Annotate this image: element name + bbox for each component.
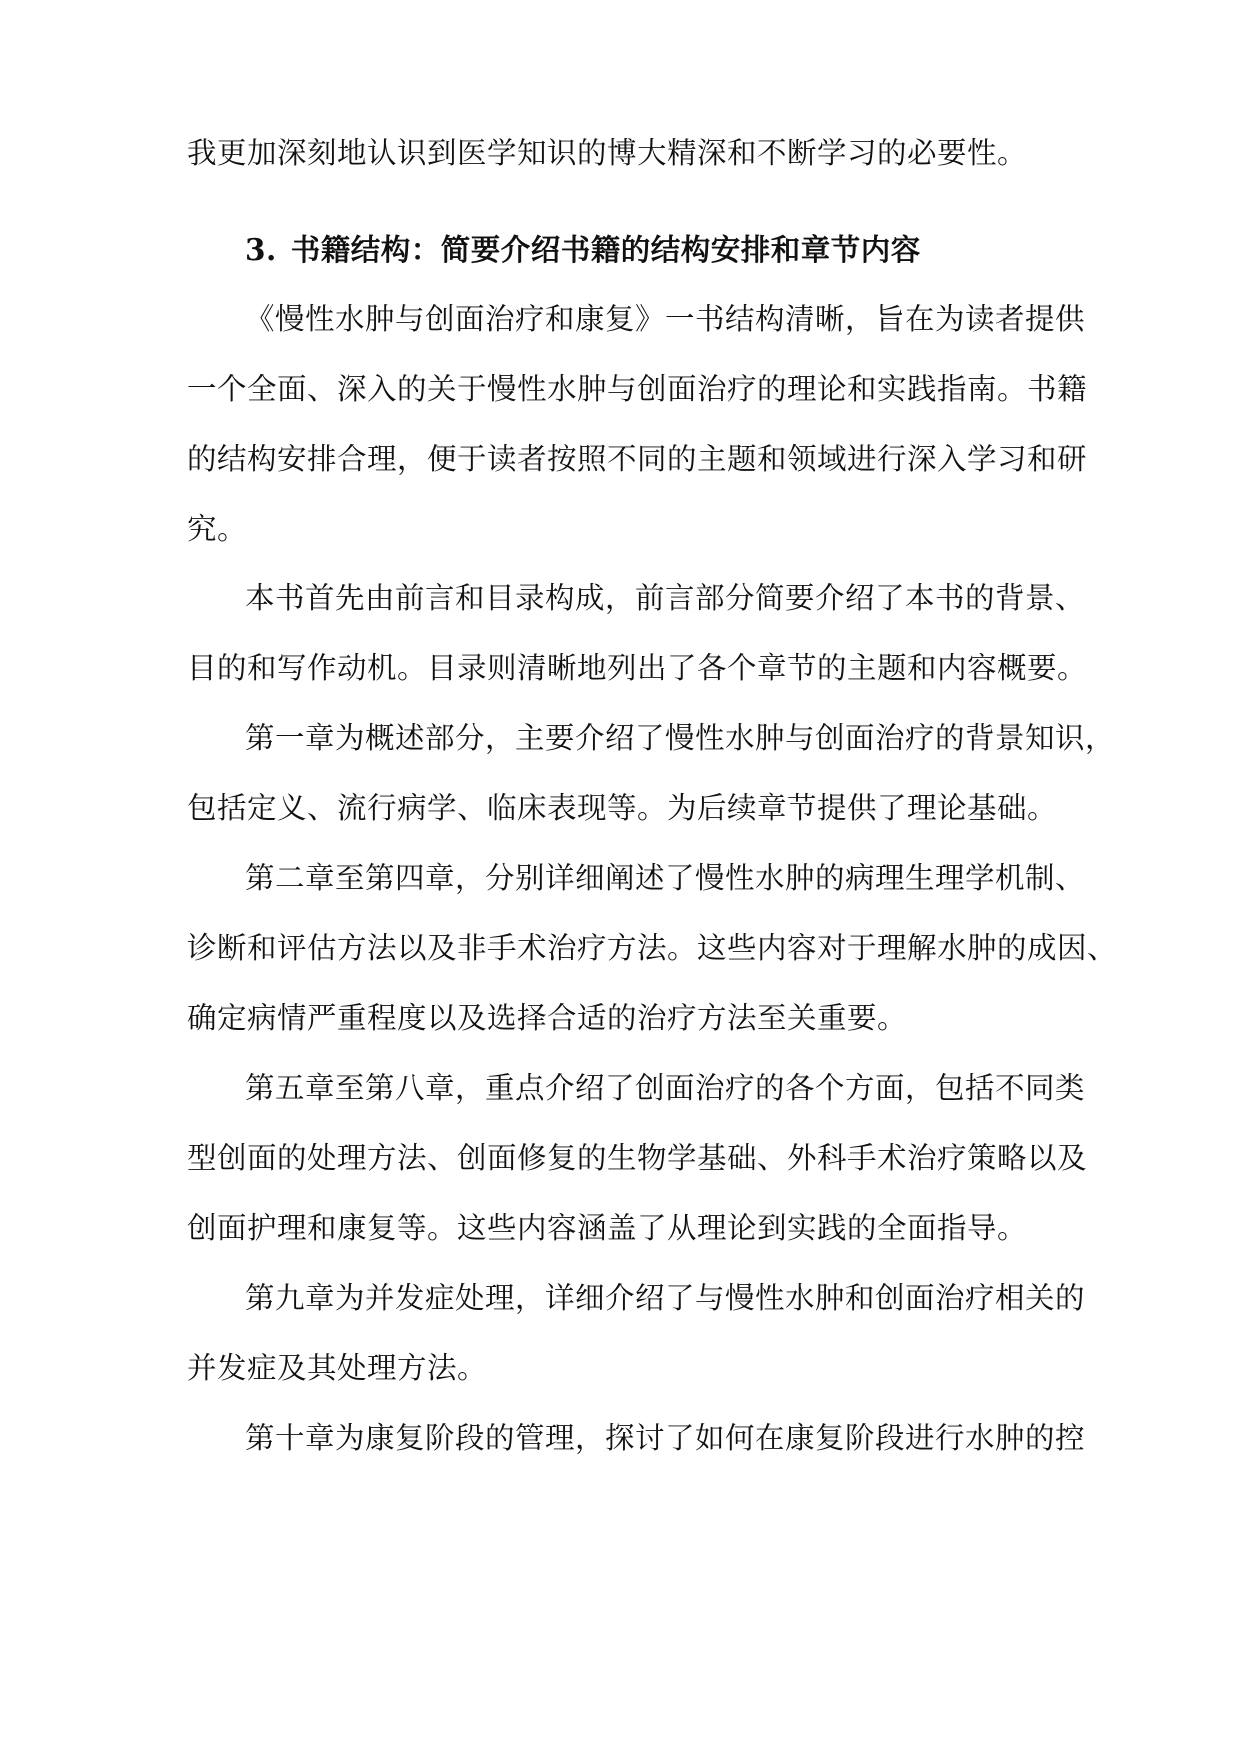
paragraph-line: 我更加深刻地认识到医学知识的博大精深和不断学习的必要性。: [187, 136, 1028, 170]
paragraph-line: 第五章至第八章，重点介绍了创面治疗的各个方面，包括不同类: [245, 1071, 1086, 1105]
paragraph-line: 型创面的处理方法、创面修复的生物学基础、外科手术治疗策略以及: [187, 1141, 1088, 1175]
paragraph-line: 目的和写作动机。目录则清晰地列出了各个章节的主题和内容概要。: [187, 651, 1088, 685]
paragraph-line: 《慢性水肿与创面治疗和康复》一书结构清晰，旨在为读者提供: [245, 302, 1086, 336]
paragraph-line: 本书首先由前言和目录构成，前言部分简要介绍了本书的背景、: [245, 581, 1086, 615]
paragraph-line: 究。: [187, 512, 248, 546]
section-heading-text: 书籍结构：简要介绍书籍的结构安排和章节内容: [290, 232, 921, 267]
paragraph-line: 并发症及其处理方法。: [187, 1351, 488, 1385]
paragraph-line: 创面护理和康复等。这些内容涵盖了从理论到实践的全面指导。: [187, 1211, 1028, 1245]
paragraph-line: 第一章为概述部分，主要介绍了慢性水肿与创面治疗的背景知识，: [245, 721, 1116, 755]
document-page: [187, 0, 1118, 1754]
paragraph-line: 诊断和评估方法以及非手术治疗方法。这些内容对于理解水肿的成因、: [187, 931, 1118, 965]
section-heading-number: 3.: [245, 232, 277, 267]
paragraph-line: 第十章为康复阶段的管理，探讨了如何在康复阶段进行水肿的控: [245, 1421, 1086, 1455]
paragraph-line: 第九章为并发症处理，详细介绍了与慢性水肿和创面治疗相关的: [245, 1281, 1086, 1315]
paragraph-line: 确定病情严重程度以及选择合适的治疗方法至关重要。: [187, 1001, 908, 1035]
paragraph-line: 的结构安排合理，便于读者按照不同的主题和领域进行深入学习和研: [187, 442, 1088, 476]
paragraph-line: 一个全面、深入的关于慢性水肿与创面治疗的理论和实践指南。书籍: [187, 372, 1088, 406]
section-heading: [245, 230, 921, 270]
paragraph-line: 第二章至第四章，分别详细阐述了慢性水肿的病理生理学机制、: [245, 861, 1086, 895]
paragraph-line: 包括定义、流行病学、临床表现等。为后续章节提供了理论基础。: [187, 791, 1058, 825]
